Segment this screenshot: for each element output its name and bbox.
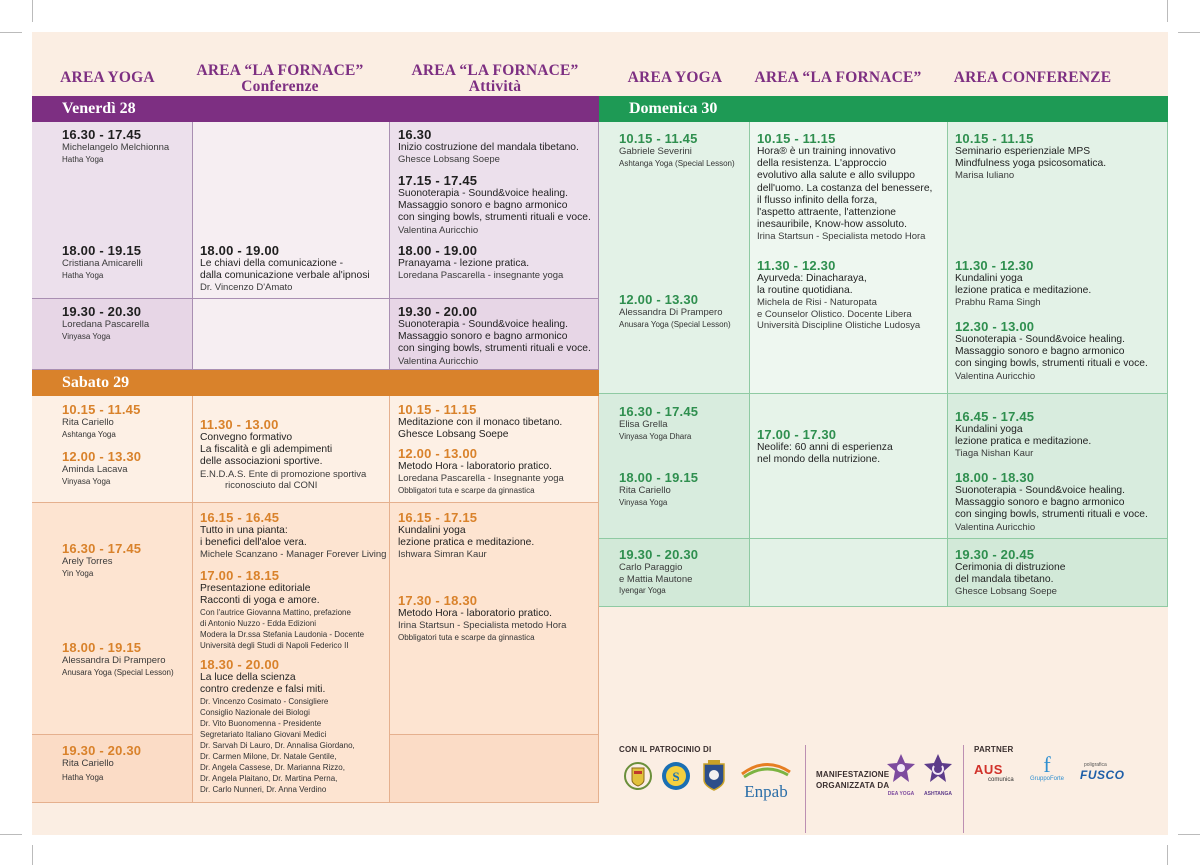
- event-time: 17.15 - 17.45: [398, 173, 478, 188]
- event-time: 12.00 - 13.30: [619, 292, 699, 307]
- event-style: Yin Yoga: [62, 568, 94, 578]
- regione-seal-logo: [660, 760, 692, 792]
- event-venerdi-yoga-3: [62, 304, 149, 342]
- event-title: evolutivo alla salute e allo sviluppo: [757, 170, 915, 182]
- event-time: 12.00 - 13.30: [62, 449, 142, 464]
- event-time: 18.30 - 20.00: [200, 657, 280, 672]
- event-sabato-yoga-5: [62, 743, 141, 783]
- event-sabato-conf-2: [200, 510, 386, 561]
- event-detail: Dr. Vito Buonomenna - Presidente: [200, 719, 322, 729]
- event-detail: Dr. Angela Plaitano, Dr. Martina Perna,: [200, 774, 338, 784]
- event-teacher: Rita Cariello: [62, 758, 114, 769]
- event-domenica-conf-1: [955, 131, 1106, 182]
- dea-yoga-wordmark: DEA YOGA: [887, 791, 915, 797]
- event-sabato-att-3: [398, 510, 534, 561]
- event-sabato-conf-4: [200, 657, 355, 795]
- event-domenica-yoga-1: [619, 131, 735, 169]
- crop-mark: [1167, 0, 1168, 22]
- event-time: 16.15 - 17.15: [398, 510, 478, 525]
- event-time: 10.15 - 11.15: [757, 131, 836, 146]
- event-title: Seminario esperienziale MPS: [955, 146, 1091, 157]
- event-teacher: Alessandra Di Prampero: [619, 307, 723, 318]
- forte-wordmark: GruppoForte: [1029, 776, 1065, 782]
- event-time: 18.00 - 19.15: [62, 243, 142, 258]
- event-title: lezione pratica e meditazione.: [398, 537, 535, 549]
- event-time: 16.30 - 17.45: [62, 541, 142, 556]
- event-title: Ghesce Lobsang Soepe: [398, 429, 509, 441]
- event-venerdi-conf-1: [200, 243, 370, 294]
- event-title: delle associazioni sportive.: [200, 456, 323, 468]
- event-detail: Dr. Carlo Nunneri, Dr. Anna Verdino: [200, 785, 327, 795]
- event-teacher: Michelangelo Melchionna: [62, 142, 170, 153]
- event-domenica-yoga-5: [619, 547, 698, 596]
- fusco-subtitle: poligrafica: [1084, 762, 1107, 768]
- event-teacher: Carlo Paraggio: [619, 562, 683, 573]
- event-sabato-att-2: [398, 446, 564, 496]
- event-title: Massaggio sonoro e bagno armonico: [398, 200, 568, 212]
- event-speaker: Università Discipline Olistiche Ludosya: [757, 320, 921, 332]
- event-venerdi-yoga-2: [62, 243, 143, 281]
- forte-f-icon: f: [1043, 752, 1051, 777]
- event-venerdi-att-4: [398, 304, 591, 367]
- event-domenica-fornace-3: [757, 427, 893, 466]
- event-speaker: e Counselor Olistico. Docente Libera: [757, 308, 912, 320]
- event-title: Meditazione con il monaco tibetano.: [398, 417, 563, 428]
- day-bar-domenica: Domenica 30: [599, 96, 1168, 122]
- event-style: Hatha Yoga: [62, 772, 104, 782]
- event-title: Metodo Hora - laboratorio pratico.: [398, 608, 552, 619]
- event-speaker: Ghesce Lobsang Soepe: [955, 586, 1057, 598]
- event-domenica-conf-2: [955, 258, 1091, 309]
- ashtanga-wordmark: ASHTANGA: [924, 791, 952, 797]
- event-time: 19.30 - 20.00: [398, 304, 478, 319]
- event-sabato-yoga-4: [62, 640, 174, 678]
- event-style: Vinyasa Yoga: [62, 476, 111, 486]
- event-time: 12.30 - 13.00: [955, 319, 1035, 334]
- gruppo-forte-logo: [1022, 754, 1072, 788]
- event-time: 10.15 - 11.15: [398, 402, 477, 417]
- day-bar-venerdi: Venerdì 28: [32, 96, 599, 122]
- event-domenica-conf-3: [955, 319, 1148, 382]
- event-time: 18.00 - 19.15: [619, 470, 699, 485]
- crop-mark: [32, 0, 33, 22]
- footer-divider: [963, 745, 964, 833]
- event-speaker: riconosciuto dal CONI: [225, 480, 318, 492]
- header-fornace-right: AREA “LA FORNACE”: [754, 69, 922, 86]
- header-fornace-attivita: AREA “LA FORNACE” Attività: [411, 62, 579, 95]
- comune-crest-logo: [623, 758, 653, 794]
- event-speaker: Valentina Auricchio: [398, 224, 479, 236]
- event-title: La luce della scienza: [200, 672, 296, 683]
- event-detail: Dr. Vincenzo Cosimato - Consigliere: [200, 697, 329, 707]
- event-title: Massaggio sonoro e bagno armonico: [955, 497, 1125, 509]
- event-title: Suonoterapia - Sound&voice healing.: [398, 319, 569, 330]
- event-title: Kundalini yoga: [955, 424, 1023, 435]
- event-time: 19.30 - 20.30: [62, 743, 142, 758]
- event-teacher: Cristiana Amicarelli: [62, 258, 143, 269]
- event-time: 10.15 - 11.45: [62, 402, 141, 417]
- event-title: Massaggio sonoro e bagno armonico: [955, 346, 1125, 358]
- event-teacher: Rita Cariello: [619, 485, 671, 496]
- crop-mark: [1167, 845, 1168, 865]
- event-time: 18.00 - 19.00: [200, 243, 280, 258]
- event-detail: Dr. Sarvah Di Lauro, Dr. Annalisa Giordano,: [200, 741, 355, 751]
- event-title: inesauribile, Know-how assoluto.: [757, 219, 907, 231]
- event-venerdi-att-3: [398, 243, 563, 282]
- event-title: Metodo Hora - laboratorio pratico.: [398, 461, 552, 472]
- event-speaker: Dr. Vincenzo D'Amato: [200, 282, 293, 294]
- event-speaker: Loredana Pascarella - Insegnante yoga: [398, 473, 564, 485]
- event-time: 19.30 - 20.30: [619, 547, 699, 562]
- event-title: Pranayama - lezione pratica.: [398, 258, 530, 269]
- event-title: Neolife: 60 anni di esperienza: [757, 442, 893, 453]
- sabato-yoga-block-2: [32, 503, 193, 735]
- event-speaker: Valentina Auricchio: [955, 370, 1036, 382]
- event-title: i benefici dell'aloe vera.: [200, 537, 307, 549]
- event-detail: Con l'autrice Giovanna Mattino, prefazione: [200, 608, 351, 618]
- event-domenica-yoga-4: [619, 470, 698, 508]
- event-title: con singing bowls, strumenti rituali e voce.: [955, 509, 1148, 521]
- event-title: Kundalini yoga: [398, 525, 466, 536]
- event-speaker: Irina Startsun - Specialista metodo Hora: [757, 231, 926, 243]
- event-title: Kundalini yoga: [955, 273, 1023, 284]
- event-time: 16.45 - 17.45: [955, 409, 1035, 424]
- event-teacher: Aminda Lacava: [62, 464, 128, 475]
- event-note: Obbligatori tuta e scarpe da ginnastica: [398, 632, 535, 642]
- event-detail: Dr. Angela Cassese, Dr. Marianna Rizzo,: [200, 763, 345, 773]
- event-title: Suonoterapia - Sound&voice healing.: [398, 188, 569, 199]
- sabato-att-block-3: [390, 735, 599, 803]
- event-domenica-fornace-2: [757, 258, 920, 332]
- event-title: contro credenze e falsi miti.: [200, 684, 326, 696]
- event-detail: Università degli Studi di Napoli Federico II: [200, 641, 349, 651]
- event-detail: Dr. Carmen Milone, Dr. Natale Gentile,: [200, 752, 337, 762]
- event-teacher: Alessandra Di Prampero: [62, 655, 166, 666]
- event-venerdi-att-1: [398, 127, 579, 166]
- event-style: Anusara Yoga (Special Lesson): [619, 319, 731, 329]
- event-time: 10.15 - 11.15: [955, 131, 1034, 146]
- event-time: 12.00 - 13.00: [398, 446, 478, 461]
- event-style: Anusara Yoga (Special Lesson): [62, 667, 174, 677]
- venerdi-conf-block-2: [193, 299, 390, 370]
- event-title: Tutto in una pianta:: [200, 525, 288, 536]
- event-domenica-conf-4: [955, 409, 1091, 460]
- event-detail: Consiglio Nazionale dei Biologi: [200, 708, 310, 718]
- event-time: 16.15 - 16.45: [200, 510, 280, 525]
- event-title: Inizio costruzione del mandala tibetano.: [398, 142, 579, 153]
- day-bar-sabato: Sabato 29: [32, 370, 599, 396]
- event-speaker: Valentina Auricchio: [955, 521, 1036, 533]
- crop-mark: [0, 32, 22, 33]
- crop-mark: [32, 845, 33, 865]
- event-detail: Segretariato Italiano Giovani Medici: [200, 730, 327, 740]
- event-title: con singing bowls, strumenti rituali e voce.: [955, 358, 1148, 370]
- event-detail: di Antonio Nuzzo - Edda Edizioni: [200, 619, 317, 629]
- event-style: Vinyasa Yoga: [619, 497, 668, 507]
- ashtanga-logo: [922, 752, 954, 798]
- event-sabato-att-1: [398, 402, 562, 441]
- event-style: Ashtanga Yoga (Special Lesson): [619, 158, 735, 168]
- event-title: La fiscalità e gli adempimenti: [200, 444, 333, 456]
- domenica-fornace-block-3: [750, 539, 948, 607]
- event-venerdi-att-2: [398, 173, 591, 236]
- event-title: Suonoterapia - Sound&voice healing.: [955, 334, 1126, 345]
- event-time: 17.30 - 18.30: [398, 593, 478, 608]
- event-teacher: Elisa Grella: [619, 419, 668, 430]
- event-venerdi-yoga-1: [62, 127, 169, 165]
- event-detail: Modera la Dr.ssa Stefania Laudonia - Docente: [200, 630, 365, 640]
- event-title: con singing bowls, strumenti rituali e voce.: [398, 343, 591, 355]
- event-style: Hatha Yoga: [62, 154, 104, 164]
- aus-comunica-logo: [974, 762, 1018, 788]
- event-time: 18.00 - 18.30: [955, 470, 1035, 485]
- event-speaker: Valentina Auricchio: [398, 355, 479, 367]
- event-domenica-fornace-1: [757, 131, 932, 243]
- event-title: Racconti di yoga e amore.: [200, 595, 320, 607]
- event-note: Obbligatori tuta e scarpe da ginnastica: [398, 485, 535, 495]
- event-title: Cerimonia di distruzione: [955, 562, 1066, 573]
- event-title: con singing bowls, strumenti rituali e voce.: [398, 212, 591, 224]
- event-title: Suonoterapia - Sound&voice healing.: [955, 485, 1126, 496]
- partner-label: PARTNER: [974, 745, 1014, 754]
- fusco-wordmark: FUSCO: [1080, 768, 1125, 782]
- event-teacher: Arely Torres: [62, 556, 113, 567]
- footer-divider: [805, 745, 806, 833]
- event-title: della resistenza. L'approccio: [757, 158, 887, 170]
- event-sabato-yoga-2: [62, 449, 141, 487]
- event-title: la routine quotidiana.: [757, 285, 853, 297]
- event-domenica-yoga-3: [619, 404, 698, 442]
- event-title: lezione pratica e meditazione.: [955, 436, 1092, 448]
- header-fornace-conferenze: AREA “LA FORNACE” Conferenze: [196, 62, 364, 95]
- event-sabato-conf-3: [200, 568, 364, 651]
- event-speaker: Ishwara Simran Kaur: [398, 549, 487, 561]
- crop-mark: [1178, 834, 1200, 835]
- event-time: 19.30 - 20.45: [955, 547, 1035, 562]
- header-area-yoga-right: AREA YOGA: [627, 69, 723, 86]
- event-time: 11.30 - 12.30: [955, 258, 1034, 273]
- event-title: nel mondo della nutrizione.: [757, 454, 881, 466]
- event-title: il flusso infinito della forza,: [757, 194, 878, 206]
- event-speaker: Prabhu Rama Singh: [955, 297, 1041, 309]
- event-style: Hatha Yoga: [62, 270, 104, 280]
- event-title: Mindfulness yoga psicosomatica.: [955, 158, 1107, 170]
- event-sabato-conf-1: [200, 417, 366, 492]
- event-sabato-yoga-1: [62, 402, 141, 440]
- fusco-logo: [1080, 762, 1140, 788]
- crop-mark: [0, 834, 22, 835]
- event-sabato-yoga-3: [62, 541, 141, 579]
- event-title: Convegno formativo: [200, 432, 293, 443]
- event-speaker: Michela de Risi - Naturopata: [757, 297, 877, 309]
- svg-text:S: S: [672, 769, 680, 784]
- event-teacher: e Mattia Mautone: [619, 573, 693, 585]
- event-style: Vinyasa Yoga: [62, 331, 111, 341]
- enpab-logo: [738, 758, 794, 801]
- event-speaker: Tiaga Nishan Kaur: [955, 448, 1034, 460]
- event-time: 16.30 - 17.45: [62, 127, 142, 142]
- event-time: 11.30 - 13.00: [200, 417, 279, 432]
- event-title: Presentazione editoriale: [200, 583, 311, 594]
- event-title: l'aspetto attraente, l'attenzione: [757, 207, 897, 219]
- event-title: dell'uomo. La costanza del benessere,: [757, 182, 933, 194]
- event-speaker: E.N.D.A.S. Ente di promozione sportiva: [200, 468, 367, 480]
- event-title: del mandala tibetano.: [955, 574, 1054, 586]
- event-time: 17.00 - 18.15: [200, 568, 280, 583]
- event-speaker: Marisa Iuliano: [955, 170, 1015, 182]
- event-time: 16.30: [398, 127, 432, 142]
- manifestazione-label: MANIFESTAZIONE ORGANIZZATA DA: [816, 770, 890, 790]
- event-time: 19.30 - 20.30: [62, 304, 142, 319]
- domenica-fornace-block-2: [750, 394, 948, 539]
- event-domenica-conf-6: [955, 547, 1065, 598]
- event-title: Ayurveda: Dinacharaya,: [757, 273, 867, 284]
- header-area-yoga-left: AREA YOGA: [60, 69, 155, 86]
- patrocinio-label: CON IL PATROCINIO DI: [619, 745, 712, 754]
- dea-yoga-logo: [885, 752, 917, 796]
- enpab-wordmark: Enpab: [744, 782, 788, 801]
- aus-subtitle: comunica: [988, 777, 1014, 783]
- event-title: dalla comunicazione verbale al'ipnosi: [200, 270, 370, 282]
- event-speaker: Michele Scanzano - Manager Forever Living: [200, 549, 387, 561]
- event-title: Hora® è un training innovativo: [757, 146, 896, 157]
- header-area-conferenze: AREA CONFERENZE: [953, 69, 1112, 86]
- event-title: lezione pratica e meditazione.: [955, 285, 1092, 297]
- event-teacher: Rita Cariello: [62, 417, 114, 428]
- event-teacher: Gabriele Severini: [619, 146, 692, 157]
- event-speaker: Irina Startsun - Specialista metodo Hora: [398, 620, 567, 632]
- event-teacher: Loredana Pascarella: [62, 319, 150, 330]
- crop-mark: [1178, 32, 1200, 33]
- provincia-crest-logo: [700, 758, 728, 794]
- event-title: Massaggio sonoro e bagno armonico: [398, 331, 568, 343]
- event-sabato-att-4: [398, 593, 566, 643]
- event-style: Ashtanga Yoga: [62, 429, 116, 439]
- aus-wordmark: AUS: [974, 762, 1003, 777]
- event-title: Le chiavi della comunicazione -: [200, 258, 344, 269]
- event-time: 16.30 - 17.45: [619, 404, 699, 419]
- event-domenica-yoga-2: [619, 292, 731, 330]
- event-time: 17.00 - 17.30: [757, 427, 837, 442]
- event-time: 18.00 - 19.00: [398, 243, 478, 258]
- event-speaker: Ghesce Lobsang Soepe: [398, 154, 500, 166]
- event-style: Iyengar Yoga: [619, 586, 666, 595]
- event-time: 18.00 - 19.15: [62, 640, 142, 655]
- event-time: 11.30 - 12.30: [757, 258, 836, 273]
- event-style: Vinyasa Yoga Dhara: [619, 431, 692, 441]
- event-time: 10.15 - 11.45: [619, 131, 698, 146]
- event-speaker: Loredana Pascarella - insegnante yoga: [398, 270, 564, 282]
- event-domenica-conf-5: [955, 470, 1148, 533]
